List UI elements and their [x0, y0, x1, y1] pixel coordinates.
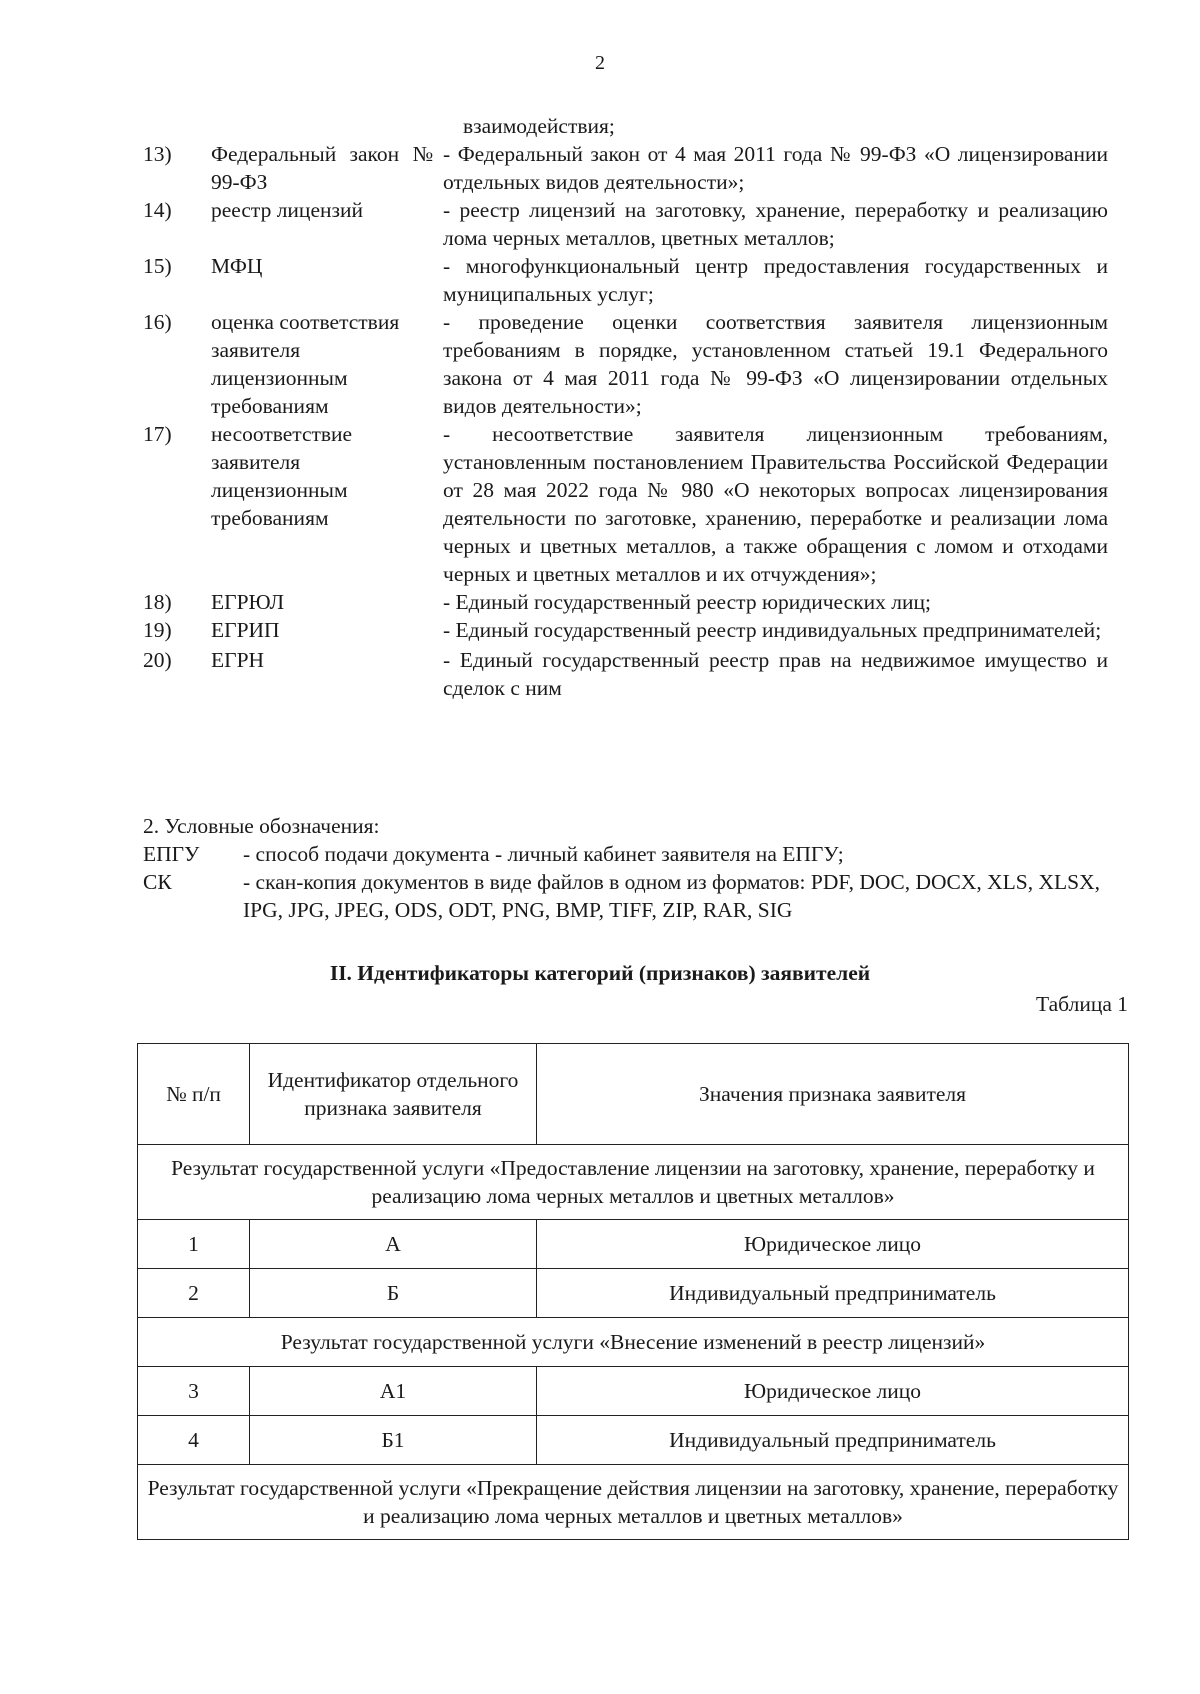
- abbreviation-definition: - многофункциональный центр предоставления государственных и муниципальных услуг;: [443, 254, 1108, 306]
- table-caption: Таблица 1: [1036, 992, 1128, 1016]
- abbreviation-term: несоответствие заявителя лицензионным требованиям: [211, 422, 353, 530]
- table-cell-identifier: А: [250, 1220, 537, 1269]
- abbreviation-definition: - Единый государственный реестр индивидуальных предпринимателей;: [443, 618, 1102, 642]
- table-header-row: [138, 1044, 1129, 1145]
- table-row: [138, 1416, 1129, 1465]
- abbreviation-list: [143, 112, 1128, 702]
- abbreviation-term: ЕГРЮЛ: [211, 590, 285, 614]
- table-cell-number: 2: [138, 1269, 250, 1318]
- abbreviation-item: [143, 646, 1128, 702]
- abbreviation-item: [143, 616, 1128, 644]
- abbreviation-definition: - Единый государственный реестр прав на недвижимое имущество и сделок с ним: [443, 648, 1108, 700]
- legend-code: ЕПГУ: [143, 842, 200, 866]
- table-cell-value: Индивидуальный предприниматель: [537, 1416, 1129, 1465]
- table-section-cell: Результат государственной услуги «Предоставление лицензии на заготовку, хранение, переработку и реализацию лома черных металлов и цветных металлов»: [138, 1145, 1129, 1220]
- table-header-cell: Идентификатор отдельного признака заявителя: [250, 1044, 537, 1145]
- table-cell-identifier: Б: [250, 1269, 537, 1318]
- abbreviation-term: МФЦ: [211, 254, 263, 278]
- abbreviation-term: оценка соответствия заявителя лицензионным требованиям: [211, 310, 400, 418]
- table-header-cell: № п/п: [138, 1044, 250, 1145]
- table-cell-number: 4: [138, 1416, 250, 1465]
- abbreviation-number: 14): [143, 198, 172, 222]
- abbreviation-definition: - Федеральный закон от 4 мая 2011 года № 99-ФЗ «О лицензировании отдельных видов деятельности»;: [443, 142, 1108, 194]
- abbreviation-term: Федеральный закон № 99-ФЗ: [211, 142, 433, 194]
- legend-item: [143, 868, 1128, 924]
- table-cell-identifier: Б1: [250, 1416, 537, 1465]
- legend-text: - скан-копия документов в виде файлов в одном из форматов: PDF, DOC, DOCX, XLS, XLSX, IPG, JPG, JPEG, ODS, ODT, PNG, BMP, TIFF, ZIP, RAR, SIG: [243, 870, 1101, 922]
- abbreviation-number: 16): [143, 310, 172, 334]
- table-cell-identifier: А1: [250, 1367, 537, 1416]
- table-header-cell: Значения признака заявителя: [537, 1044, 1129, 1145]
- legend-item: [143, 840, 1128, 868]
- abbreviation-item: [143, 252, 1128, 308]
- page-number: 2: [595, 52, 605, 74]
- abbreviation-term: ЕГРИП: [211, 618, 280, 642]
- legend-heading: 2. Условные обозначения:: [143, 814, 380, 838]
- abbreviation-number: 15): [143, 254, 172, 278]
- legend-code: СК: [143, 870, 172, 894]
- table-cell-value: Юридическое лицо: [537, 1367, 1129, 1416]
- abbreviation-item: [143, 588, 1128, 616]
- applicant-categories-table: [137, 1043, 1129, 1540]
- table-cell-number: 1: [138, 1220, 250, 1269]
- table-section-row: [138, 1145, 1129, 1220]
- abbreviation-definition: - несоответствие заявителя лицензионным требованиям, установленным постановлением Правительства Российской Федерации от 28 мая 2022 года № 980 «О некоторых вопросах лицензирования деятельности по заготовке, хранению, переработке и реализации лома черных и цветных металлов, а также обращения с ломом и отходами черных и цветных металлов и их отчуждения»;: [443, 422, 1108, 586]
- table-section-row: [138, 1465, 1129, 1540]
- table-row: [138, 1367, 1129, 1416]
- table-cell-number: 3: [138, 1367, 250, 1416]
- legend-text: - способ подачи документа - личный кабинет заявителя на ЕПГУ;: [243, 842, 844, 866]
- abbreviation-definition: - Единый государственный реестр юридических лиц;: [443, 590, 931, 614]
- table-section-row: [138, 1318, 1129, 1367]
- legend-section: [143, 812, 1128, 924]
- abbreviation-number: 19): [143, 618, 172, 642]
- abbreviation-term: ЕГРН: [211, 648, 265, 672]
- abbreviation-definition: - реестр лицензий на заготовку, хранение, переработку и реализацию лома черных металлов, цветных металлов;: [443, 198, 1108, 250]
- abbreviation-item: [143, 140, 1128, 196]
- abbreviation-definition: - проведение оценки соответствия заявителя лицензионным требованиям в порядке, установленном статьей 19.1 Федерального закона от 4 мая 2011 года № 99-ФЗ «О лицензировании отдельных видов деятельности»;: [443, 310, 1108, 418]
- table-row: [138, 1220, 1129, 1269]
- abbreviation-item: [143, 308, 1128, 420]
- table-row: [138, 1269, 1129, 1318]
- abbreviation-item: [143, 420, 1128, 588]
- abbreviation-item: [143, 196, 1128, 252]
- abbreviation-term: реестр лицензий: [211, 198, 363, 222]
- table-section-cell: Результат государственной услуги «Прекращение действия лицензии на заготовку, хранение, переработку и реализацию лома черных металлов и цветных металлов»: [138, 1465, 1129, 1540]
- table-cell-value: Индивидуальный предприниматель: [537, 1269, 1129, 1318]
- abbreviation-number: 18): [143, 590, 172, 614]
- abbreviation-number: 20): [143, 648, 172, 672]
- abbreviation-number: 13): [143, 142, 172, 166]
- abbreviation-number: 17): [143, 422, 172, 446]
- table-cell-value: Юридическое лицо: [537, 1220, 1129, 1269]
- abbreviation-continuation: взаимодействия;: [463, 114, 615, 138]
- table-section-cell: Результат государственной услуги «Внесение изменений в реестр лицензий»: [138, 1318, 1129, 1367]
- section-title: II. Идентификаторы категорий (признаков) заявителей: [329, 961, 871, 985]
